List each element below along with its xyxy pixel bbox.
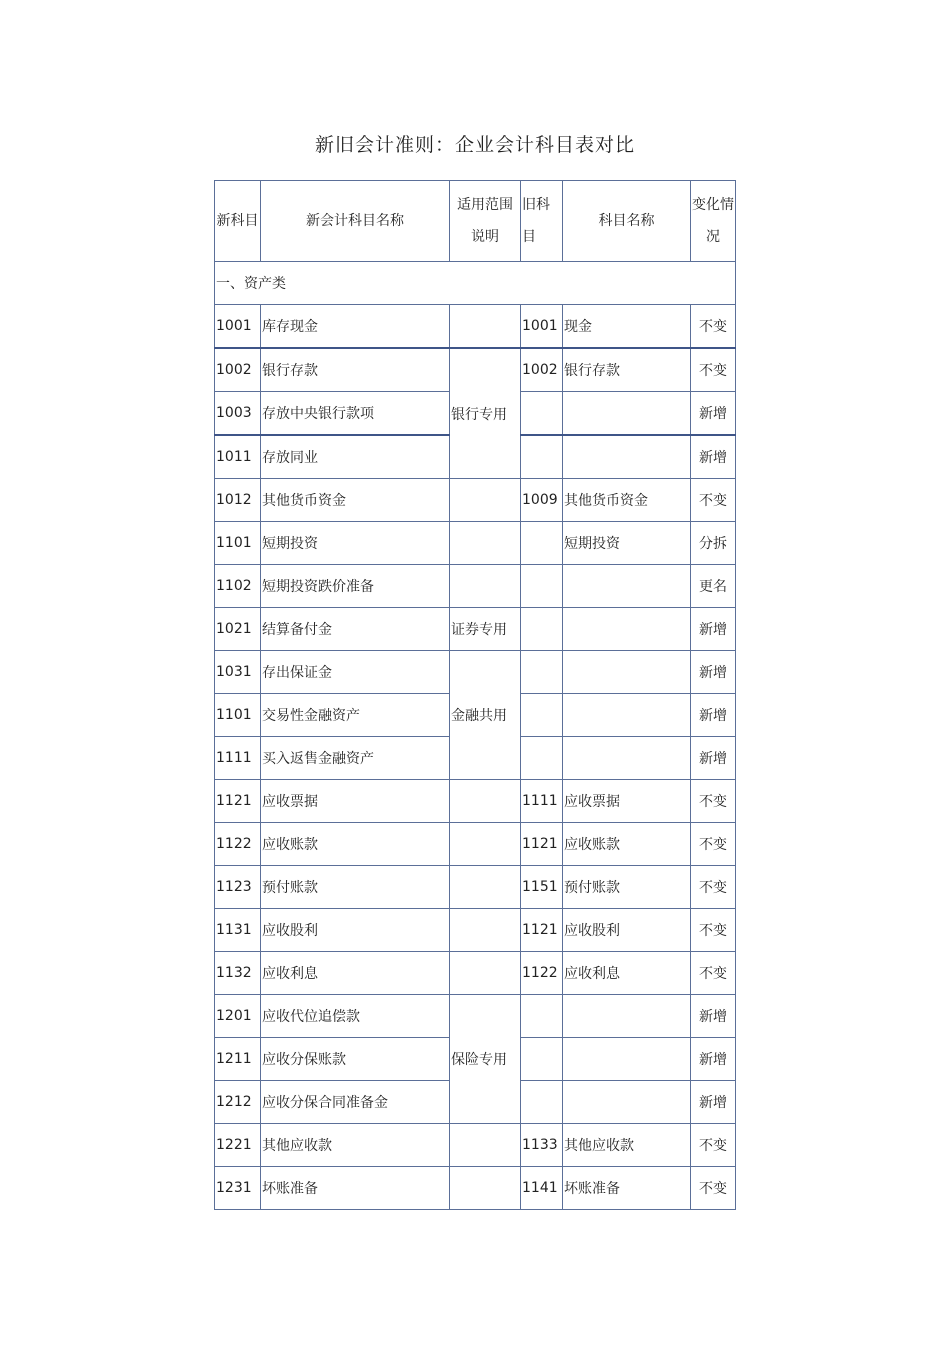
old-name-cell: 现金 <box>563 305 691 349</box>
old-name-cell: 坏账准备 <box>563 1167 691 1210</box>
new-name-cell: 库存现金 <box>261 305 450 349</box>
scope-cell <box>450 823 521 866</box>
scope-cell <box>450 522 521 565</box>
header-new-code: 新科目 <box>215 181 261 262</box>
header-old-name: 科目名称 <box>563 181 691 262</box>
old-name-cell: 其他应收款 <box>563 1124 691 1167</box>
new-code-cell: 1101 <box>215 522 261 565</box>
table-row <box>215 823 736 866</box>
new-name-cell: 应收股利 <box>261 909 450 952</box>
new-code-cell: 1001 <box>215 305 261 349</box>
change-cell: 新增 <box>691 995 736 1038</box>
new-name-cell: 银行存款 <box>261 348 450 392</box>
account-comparison-table <box>214 180 736 1210</box>
old-code-cell: 1001 <box>521 305 563 349</box>
section-row <box>215 262 736 305</box>
old-code-cell <box>521 694 563 737</box>
new-code-cell: 1201 <box>215 995 261 1038</box>
old-name-cell <box>563 565 691 608</box>
old-code-cell <box>521 651 563 694</box>
old-name-cell <box>563 651 691 694</box>
scope-cell <box>450 780 521 823</box>
old-code-cell: 1111 <box>521 780 563 823</box>
old-code-cell <box>521 737 563 780</box>
new-name-cell: 应收票据 <box>261 780 450 823</box>
new-code-cell: 1132 <box>215 952 261 995</box>
new-name-cell: 应收利息 <box>261 952 450 995</box>
table-row <box>215 348 736 392</box>
change-cell: 不变 <box>691 1124 736 1167</box>
change-cell: 新增 <box>691 1038 736 1081</box>
table-row <box>215 565 736 608</box>
change-cell: 不变 <box>691 348 736 392</box>
table-row <box>215 780 736 823</box>
table-row <box>215 305 736 349</box>
old-code-cell: 1122 <box>521 952 563 995</box>
new-code-cell: 1021 <box>215 608 261 651</box>
new-code-cell: 1231 <box>215 1167 261 1210</box>
new-code-cell: 1101 <box>215 694 261 737</box>
change-cell: 新增 <box>691 435 736 479</box>
header-row <box>215 181 736 262</box>
table-row <box>215 479 736 522</box>
new-code-cell: 1123 <box>215 866 261 909</box>
new-code-cell: 1031 <box>215 651 261 694</box>
old-name-cell: 应收账款 <box>563 823 691 866</box>
scope-cell <box>450 305 521 349</box>
old-code-cell <box>521 392 563 436</box>
header-scope: 适用范围说明 <box>450 181 521 262</box>
old-code-cell: 1151 <box>521 866 563 909</box>
old-name-cell <box>563 1038 691 1081</box>
table-row <box>215 651 736 694</box>
new-code-cell: 1002 <box>215 348 261 392</box>
new-name-cell: 应收分保账款 <box>261 1038 450 1081</box>
change-cell: 不变 <box>691 479 736 522</box>
table-row <box>215 608 736 651</box>
old-name-cell <box>563 608 691 651</box>
scope-cell <box>450 479 521 522</box>
old-code-cell <box>521 522 563 565</box>
header-change: 变化情况 <box>691 181 736 262</box>
old-code-cell <box>521 435 563 479</box>
old-code-cell <box>521 1038 563 1081</box>
header-old-code: 旧科目 <box>521 181 563 262</box>
new-code-cell: 1211 <box>215 1038 261 1081</box>
new-code-cell: 1111 <box>215 737 261 780</box>
table-row <box>215 866 736 909</box>
new-code-cell: 1012 <box>215 479 261 522</box>
old-name-cell <box>563 435 691 479</box>
change-cell: 更名 <box>691 565 736 608</box>
new-name-cell: 存放中央银行款项 <box>261 392 450 436</box>
new-name-cell: 应收代位追偿款 <box>261 995 450 1038</box>
scope-cell <box>450 909 521 952</box>
change-cell: 不变 <box>691 780 736 823</box>
change-cell: 新增 <box>691 608 736 651</box>
table-row <box>215 952 736 995</box>
table-row <box>215 1167 736 1210</box>
old-name-cell: 预付账款 <box>563 866 691 909</box>
scope-cell <box>450 565 521 608</box>
change-cell: 新增 <box>691 392 736 436</box>
new-code-cell: 1011 <box>215 435 261 479</box>
old-name-cell <box>563 995 691 1038</box>
scope-cell <box>450 1167 521 1210</box>
new-code-cell: 1221 <box>215 1124 261 1167</box>
new-name-cell: 预付账款 <box>261 866 450 909</box>
old-code-cell: 1141 <box>521 1167 563 1210</box>
old-name-cell: 其他货币资金 <box>563 479 691 522</box>
new-name-cell: 买入返售金融资产 <box>261 737 450 780</box>
old-name-cell <box>563 1081 691 1124</box>
change-cell: 不变 <box>691 1167 736 1210</box>
scope-cell: 金融共用 <box>450 651 521 780</box>
new-code-cell: 1121 <box>215 780 261 823</box>
change-cell: 不变 <box>691 866 736 909</box>
new-name-cell: 应收账款 <box>261 823 450 866</box>
scope-cell: 保险专用 <box>450 995 521 1124</box>
change-cell: 不变 <box>691 823 736 866</box>
table-row <box>215 1124 736 1167</box>
change-cell: 新增 <box>691 1081 736 1124</box>
new-code-cell: 1122 <box>215 823 261 866</box>
new-name-cell: 坏账准备 <box>261 1167 450 1210</box>
old-code-cell <box>521 1081 563 1124</box>
new-name-cell: 短期投资 <box>261 522 450 565</box>
change-cell: 新增 <box>691 737 736 780</box>
old-code-cell <box>521 608 563 651</box>
old-name-cell: 应收股利 <box>563 909 691 952</box>
old-name-cell: 应收票据 <box>563 780 691 823</box>
old-code-cell: 1002 <box>521 348 563 392</box>
old-name-cell <box>563 737 691 780</box>
change-cell: 新增 <box>691 651 736 694</box>
old-code-cell: 1121 <box>521 823 563 866</box>
old-name-cell: 应收利息 <box>563 952 691 995</box>
scope-cell: 银行专用 <box>450 348 521 479</box>
scope-cell: 证券专用 <box>450 608 521 651</box>
new-code-cell: 1212 <box>215 1081 261 1124</box>
old-code-cell: 1133 <box>521 1124 563 1167</box>
old-name-cell <box>563 694 691 737</box>
new-name-cell: 交易性金融资产 <box>261 694 450 737</box>
new-name-cell: 应收分保合同准备金 <box>261 1081 450 1124</box>
old-name-cell <box>563 392 691 436</box>
old-name-cell: 银行存款 <box>563 348 691 392</box>
new-name-cell: 存出保证金 <box>261 651 450 694</box>
header-new-name: 新会计科目名称 <box>261 181 450 262</box>
new-code-cell: 1131 <box>215 909 261 952</box>
scope-cell <box>450 1124 521 1167</box>
change-cell: 不变 <box>691 952 736 995</box>
section-label: 一、资产类 <box>215 262 736 305</box>
scope-cell <box>450 952 521 995</box>
table-row <box>215 995 736 1038</box>
old-code-cell: 1121 <box>521 909 563 952</box>
change-cell: 不变 <box>691 909 736 952</box>
old-code-cell <box>521 995 563 1038</box>
new-code-cell: 1003 <box>215 392 261 436</box>
new-name-cell: 其他货币资金 <box>261 479 450 522</box>
old-name-cell: 短期投资 <box>563 522 691 565</box>
old-code-cell: 1009 <box>521 479 563 522</box>
new-code-cell: 1102 <box>215 565 261 608</box>
change-cell: 不变 <box>691 305 736 349</box>
old-code-cell <box>521 565 563 608</box>
new-name-cell: 结算备付金 <box>261 608 450 651</box>
scope-cell <box>450 866 521 909</box>
change-cell: 新增 <box>691 694 736 737</box>
table-row <box>215 522 736 565</box>
change-cell: 分拆 <box>691 522 736 565</box>
new-name-cell: 短期投资跌价准备 <box>261 565 450 608</box>
new-name-cell: 存放同业 <box>261 435 450 479</box>
new-name-cell: 其他应收款 <box>261 1124 450 1167</box>
table-row <box>215 909 736 952</box>
document-title: 新旧会计准则：企业会计科目表对比 <box>314 134 635 156</box>
